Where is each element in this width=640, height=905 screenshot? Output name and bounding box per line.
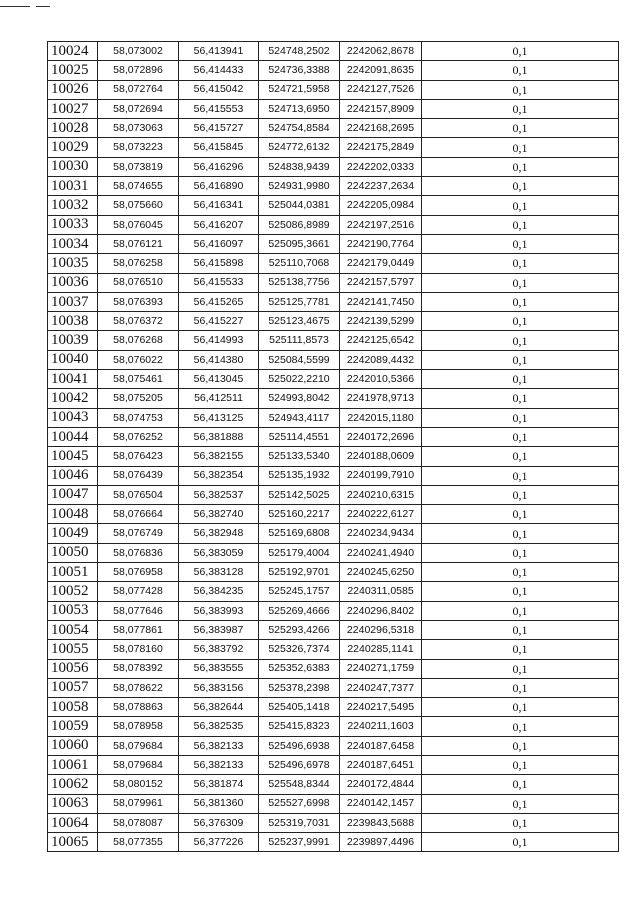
point-id-cell: 10028 bbox=[48, 119, 98, 138]
latitude-cell: 58,075205 bbox=[98, 389, 179, 408]
table-row bbox=[48, 254, 619, 273]
longitude-cell: 56,414993 bbox=[179, 331, 259, 350]
longitude-cell: 56,414380 bbox=[179, 350, 259, 369]
accuracy-cell: 0,1 bbox=[422, 408, 619, 427]
table-body bbox=[48, 42, 619, 852]
longitude-cell: 56,413941 bbox=[179, 42, 259, 61]
longitude-cell: 56,416207 bbox=[179, 215, 259, 234]
x-coordinate-cell: 525378,2398 bbox=[259, 678, 340, 697]
table-row bbox=[48, 80, 619, 99]
point-id-cell: 10046 bbox=[48, 466, 98, 485]
latitude-cell: 58,079684 bbox=[98, 755, 179, 774]
x-coordinate-cell: 525125,7781 bbox=[259, 292, 340, 311]
y-coordinate-cell: 2240234,9434 bbox=[340, 524, 422, 543]
table-row bbox=[48, 813, 619, 832]
point-id-cell: 10032 bbox=[48, 196, 98, 215]
longitude-cell: 56,382644 bbox=[179, 698, 259, 717]
latitude-cell: 58,076258 bbox=[98, 254, 179, 273]
point-id-cell: 10044 bbox=[48, 427, 98, 446]
x-coordinate-cell: 524748,2502 bbox=[259, 42, 340, 61]
point-id-cell: 10029 bbox=[48, 138, 98, 157]
y-coordinate-cell: 2242179,0449 bbox=[340, 254, 422, 273]
point-id-cell: 10051 bbox=[48, 563, 98, 582]
longitude-cell: 56,382537 bbox=[179, 485, 259, 504]
longitude-cell: 56,382740 bbox=[179, 505, 259, 524]
point-id-cell: 10034 bbox=[48, 234, 98, 253]
accuracy-cell: 0,1 bbox=[422, 42, 619, 61]
latitude-cell: 58,078958 bbox=[98, 717, 179, 736]
latitude-cell: 58,078392 bbox=[98, 659, 179, 678]
point-id-cell: 10026 bbox=[48, 80, 98, 99]
x-coordinate-cell: 525142,5025 bbox=[259, 485, 340, 504]
y-coordinate-cell: 2240247,7377 bbox=[340, 678, 422, 697]
point-id-cell: 10027 bbox=[48, 99, 98, 118]
table-row bbox=[48, 273, 619, 292]
y-coordinate-cell: 2242190,7764 bbox=[340, 234, 422, 253]
accuracy-cell: 0,1 bbox=[422, 61, 619, 80]
latitude-cell: 58,078863 bbox=[98, 698, 179, 717]
table-row bbox=[48, 196, 619, 215]
x-coordinate-cell: 525160,2217 bbox=[259, 505, 340, 524]
accuracy-cell: 0,1 bbox=[422, 543, 619, 562]
latitude-cell: 58,077355 bbox=[98, 833, 179, 852]
longitude-cell: 56,383555 bbox=[179, 659, 259, 678]
latitude-cell: 58,078622 bbox=[98, 678, 179, 697]
table-row bbox=[48, 61, 619, 80]
point-id-cell: 10030 bbox=[48, 157, 98, 176]
table-row bbox=[48, 157, 619, 176]
latitude-cell: 58,077428 bbox=[98, 582, 179, 601]
accuracy-cell: 0,1 bbox=[422, 350, 619, 369]
latitude-cell: 58,073002 bbox=[98, 42, 179, 61]
x-coordinate-cell: 524772,6132 bbox=[259, 138, 340, 157]
y-coordinate-cell: 2242197,2516 bbox=[340, 215, 422, 234]
point-id-cell: 10024 bbox=[48, 42, 98, 61]
longitude-cell: 56,382155 bbox=[179, 447, 259, 466]
latitude-cell: 58,072764 bbox=[98, 80, 179, 99]
x-coordinate-cell: 525293,4266 bbox=[259, 620, 340, 639]
x-coordinate-cell: 525245,1757 bbox=[259, 582, 340, 601]
x-coordinate-cell: 525123,4675 bbox=[259, 312, 340, 331]
table-row bbox=[48, 42, 619, 61]
table-row bbox=[48, 408, 619, 427]
accuracy-cell: 0,1 bbox=[422, 389, 619, 408]
y-coordinate-cell: 2242089,4432 bbox=[340, 350, 422, 369]
y-coordinate-cell: 2240222,6127 bbox=[340, 505, 422, 524]
point-id-cell: 10056 bbox=[48, 659, 98, 678]
y-coordinate-cell: 2242125,6542 bbox=[340, 331, 422, 350]
table-row bbox=[48, 389, 619, 408]
y-coordinate-cell: 2242205,0984 bbox=[340, 196, 422, 215]
y-coordinate-cell: 2239843,5688 bbox=[340, 813, 422, 832]
point-id-cell: 10054 bbox=[48, 620, 98, 639]
latitude-cell: 58,074753 bbox=[98, 408, 179, 427]
table-row bbox=[48, 794, 619, 813]
table-row bbox=[48, 215, 619, 234]
table-row bbox=[48, 563, 619, 582]
point-id-cell: 10039 bbox=[48, 331, 98, 350]
y-coordinate-cell: 2242091,8635 bbox=[340, 61, 422, 80]
latitude-cell: 58,076423 bbox=[98, 447, 179, 466]
x-coordinate-cell: 525138,7756 bbox=[259, 273, 340, 292]
x-coordinate-cell: 525527,6998 bbox=[259, 794, 340, 813]
latitude-cell: 58,075461 bbox=[98, 370, 179, 389]
table-row bbox=[48, 736, 619, 755]
table-row bbox=[48, 582, 619, 601]
longitude-cell: 56,415227 bbox=[179, 312, 259, 331]
accuracy-cell: 0,1 bbox=[422, 196, 619, 215]
point-id-cell: 10058 bbox=[48, 698, 98, 717]
table-row bbox=[48, 620, 619, 639]
point-id-cell: 10035 bbox=[48, 254, 98, 273]
x-coordinate-cell: 525548,8344 bbox=[259, 775, 340, 794]
y-coordinate-cell: 2242139,5299 bbox=[340, 312, 422, 331]
y-coordinate-cell: 2242015,1180 bbox=[340, 408, 422, 427]
y-coordinate-cell: 2241978,9713 bbox=[340, 389, 422, 408]
x-coordinate-cell: 525415,8323 bbox=[259, 717, 340, 736]
table-row bbox=[48, 640, 619, 659]
point-id-cell: 10038 bbox=[48, 312, 98, 331]
point-id-cell: 10057 bbox=[48, 678, 98, 697]
accuracy-cell: 0,1 bbox=[422, 370, 619, 389]
y-coordinate-cell: 2240172,2696 bbox=[340, 427, 422, 446]
latitude-cell: 58,073063 bbox=[98, 119, 179, 138]
longitude-cell: 56,377226 bbox=[179, 833, 259, 852]
longitude-cell: 56,415845 bbox=[179, 138, 259, 157]
accuracy-cell: 0,1 bbox=[422, 678, 619, 697]
latitude-cell: 58,072694 bbox=[98, 99, 179, 118]
coordinates-table bbox=[47, 41, 619, 852]
accuracy-cell: 0,1 bbox=[422, 447, 619, 466]
x-coordinate-cell: 525111,8573 bbox=[259, 331, 340, 350]
x-coordinate-cell: 524943,4117 bbox=[259, 408, 340, 427]
point-id-cell: 10055 bbox=[48, 640, 98, 659]
point-id-cell: 10048 bbox=[48, 505, 98, 524]
table-row bbox=[48, 447, 619, 466]
x-coordinate-cell: 525114,4551 bbox=[259, 427, 340, 446]
x-coordinate-cell: 525022,2210 bbox=[259, 370, 340, 389]
point-id-cell: 10047 bbox=[48, 485, 98, 504]
latitude-cell: 58,076121 bbox=[98, 234, 179, 253]
x-coordinate-cell: 525110,7068 bbox=[259, 254, 340, 273]
accuracy-cell: 0,1 bbox=[422, 273, 619, 292]
y-coordinate-cell: 2240187,6458 bbox=[340, 736, 422, 755]
table-row bbox=[48, 466, 619, 485]
latitude-cell: 58,076958 bbox=[98, 563, 179, 582]
x-coordinate-cell: 524838,9439 bbox=[259, 157, 340, 176]
x-coordinate-cell: 525095,3661 bbox=[259, 234, 340, 253]
longitude-cell: 56,413125 bbox=[179, 408, 259, 427]
y-coordinate-cell: 2240245,6250 bbox=[340, 563, 422, 582]
longitude-cell: 56,383792 bbox=[179, 640, 259, 659]
longitude-cell: 56,376309 bbox=[179, 813, 259, 832]
accuracy-cell: 0,1 bbox=[422, 698, 619, 717]
latitude-cell: 58,074655 bbox=[98, 177, 179, 196]
y-coordinate-cell: 2240172,4844 bbox=[340, 775, 422, 794]
y-coordinate-cell: 2240241,4940 bbox=[340, 543, 422, 562]
table-row bbox=[48, 99, 619, 118]
x-coordinate-cell: 525084,5599 bbox=[259, 350, 340, 369]
longitude-cell: 56,414433 bbox=[179, 61, 259, 80]
y-coordinate-cell: 2240187,6451 bbox=[340, 755, 422, 774]
longitude-cell: 56,383128 bbox=[179, 563, 259, 582]
latitude-cell: 58,076045 bbox=[98, 215, 179, 234]
y-coordinate-cell: 2242010,5366 bbox=[340, 370, 422, 389]
point-id-cell: 10042 bbox=[48, 389, 98, 408]
point-id-cell: 10037 bbox=[48, 292, 98, 311]
table-row bbox=[48, 312, 619, 331]
y-coordinate-cell: 2242157,5797 bbox=[340, 273, 422, 292]
table-row bbox=[48, 234, 619, 253]
y-coordinate-cell: 2242168,2695 bbox=[340, 119, 422, 138]
x-coordinate-cell: 525237,9991 bbox=[259, 833, 340, 852]
x-coordinate-cell: 525326,7374 bbox=[259, 640, 340, 659]
latitude-cell: 58,075660 bbox=[98, 196, 179, 215]
y-coordinate-cell: 2242127,7526 bbox=[340, 80, 422, 99]
table-row bbox=[48, 678, 619, 697]
accuracy-cell: 0,1 bbox=[422, 813, 619, 832]
latitude-cell: 58,076252 bbox=[98, 427, 179, 446]
point-id-cell: 10061 bbox=[48, 755, 98, 774]
accuracy-cell: 0,1 bbox=[422, 640, 619, 659]
longitude-cell: 56,383993 bbox=[179, 601, 259, 620]
table-row bbox=[48, 833, 619, 852]
y-coordinate-cell: 2240211,1603 bbox=[340, 717, 422, 736]
point-id-cell: 10053 bbox=[48, 601, 98, 620]
table-row bbox=[48, 775, 619, 794]
latitude-cell: 58,080152 bbox=[98, 775, 179, 794]
table-row bbox=[48, 292, 619, 311]
latitude-cell: 58,077646 bbox=[98, 601, 179, 620]
longitude-cell: 56,416890 bbox=[179, 177, 259, 196]
x-coordinate-cell: 525133,5340 bbox=[259, 447, 340, 466]
accuracy-cell: 0,1 bbox=[422, 775, 619, 794]
y-coordinate-cell: 2242202,0333 bbox=[340, 157, 422, 176]
y-coordinate-cell: 2242237,2634 bbox=[340, 177, 422, 196]
point-id-cell: 10060 bbox=[48, 736, 98, 755]
y-coordinate-cell: 2240311,0585 bbox=[340, 582, 422, 601]
accuracy-cell: 0,1 bbox=[422, 563, 619, 582]
x-coordinate-cell: 524721,5958 bbox=[259, 80, 340, 99]
accuracy-cell: 0,1 bbox=[422, 755, 619, 774]
accuracy-cell: 0,1 bbox=[422, 794, 619, 813]
point-id-cell: 10065 bbox=[48, 833, 98, 852]
accuracy-cell: 0,1 bbox=[422, 717, 619, 736]
longitude-cell: 56,384235 bbox=[179, 582, 259, 601]
longitude-cell: 56,381874 bbox=[179, 775, 259, 794]
x-coordinate-cell: 525269,4666 bbox=[259, 601, 340, 620]
longitude-cell: 56,382354 bbox=[179, 466, 259, 485]
accuracy-cell: 0,1 bbox=[422, 254, 619, 273]
table-row bbox=[48, 427, 619, 446]
latitude-cell: 58,076372 bbox=[98, 312, 179, 331]
corner-mark bbox=[0, 6, 30, 7]
table-row bbox=[48, 350, 619, 369]
point-id-cell: 10045 bbox=[48, 447, 98, 466]
longitude-cell: 56,383156 bbox=[179, 678, 259, 697]
table-row bbox=[48, 331, 619, 350]
y-coordinate-cell: 2240271,1759 bbox=[340, 659, 422, 678]
accuracy-cell: 0,1 bbox=[422, 582, 619, 601]
corner-mark bbox=[36, 6, 50, 7]
longitude-cell: 56,383059 bbox=[179, 543, 259, 562]
longitude-cell: 56,416296 bbox=[179, 157, 259, 176]
x-coordinate-cell: 524713,6950 bbox=[259, 99, 340, 118]
point-id-cell: 10052 bbox=[48, 582, 98, 601]
accuracy-cell: 0,1 bbox=[422, 177, 619, 196]
longitude-cell: 56,416341 bbox=[179, 196, 259, 215]
table-row bbox=[48, 698, 619, 717]
accuracy-cell: 0,1 bbox=[422, 505, 619, 524]
latitude-cell: 58,076393 bbox=[98, 292, 179, 311]
accuracy-cell: 0,1 bbox=[422, 736, 619, 755]
y-coordinate-cell: 2240296,8402 bbox=[340, 601, 422, 620]
x-coordinate-cell: 525192,9701 bbox=[259, 563, 340, 582]
y-coordinate-cell: 2240199,7910 bbox=[340, 466, 422, 485]
latitude-cell: 58,073819 bbox=[98, 157, 179, 176]
table-row bbox=[48, 524, 619, 543]
accuracy-cell: 0,1 bbox=[422, 620, 619, 639]
longitude-cell: 56,382535 bbox=[179, 717, 259, 736]
y-coordinate-cell: 2240217,5495 bbox=[340, 698, 422, 717]
y-coordinate-cell: 2240285,1141 bbox=[340, 640, 422, 659]
latitude-cell: 58,076439 bbox=[98, 466, 179, 485]
latitude-cell: 58,072896 bbox=[98, 61, 179, 80]
x-coordinate-cell: 525352,6383 bbox=[259, 659, 340, 678]
latitude-cell: 58,076749 bbox=[98, 524, 179, 543]
accuracy-cell: 0,1 bbox=[422, 138, 619, 157]
accuracy-cell: 0,1 bbox=[422, 524, 619, 543]
accuracy-cell: 0,1 bbox=[422, 331, 619, 350]
point-id-cell: 10043 bbox=[48, 408, 98, 427]
longitude-cell: 56,413045 bbox=[179, 370, 259, 389]
x-coordinate-cell: 525496,6978 bbox=[259, 755, 340, 774]
point-id-cell: 10050 bbox=[48, 543, 98, 562]
accuracy-cell: 0,1 bbox=[422, 312, 619, 331]
y-coordinate-cell: 2242157,8909 bbox=[340, 99, 422, 118]
table-row bbox=[48, 543, 619, 562]
point-id-cell: 10064 bbox=[48, 813, 98, 832]
latitude-cell: 58,076022 bbox=[98, 350, 179, 369]
table-row bbox=[48, 370, 619, 389]
accuracy-cell: 0,1 bbox=[422, 80, 619, 99]
latitude-cell: 58,076268 bbox=[98, 331, 179, 350]
latitude-cell: 58,076664 bbox=[98, 505, 179, 524]
point-id-cell: 10036 bbox=[48, 273, 98, 292]
table-row bbox=[48, 601, 619, 620]
x-coordinate-cell: 525086,8989 bbox=[259, 215, 340, 234]
point-id-cell: 10040 bbox=[48, 350, 98, 369]
longitude-cell: 56,412511 bbox=[179, 389, 259, 408]
longitude-cell: 56,381888 bbox=[179, 427, 259, 446]
point-id-cell: 10033 bbox=[48, 215, 98, 234]
latitude-cell: 58,076836 bbox=[98, 543, 179, 562]
y-coordinate-cell: 2239897,4496 bbox=[340, 833, 422, 852]
point-id-cell: 10049 bbox=[48, 524, 98, 543]
accuracy-cell: 0,1 bbox=[422, 119, 619, 138]
latitude-cell: 58,076504 bbox=[98, 485, 179, 504]
point-id-cell: 10062 bbox=[48, 775, 98, 794]
x-coordinate-cell: 525319,7031 bbox=[259, 813, 340, 832]
accuracy-cell: 0,1 bbox=[422, 427, 619, 446]
accuracy-cell: 0,1 bbox=[422, 485, 619, 504]
table-row bbox=[48, 717, 619, 736]
accuracy-cell: 0,1 bbox=[422, 157, 619, 176]
point-id-cell: 10041 bbox=[48, 370, 98, 389]
longitude-cell: 56,415727 bbox=[179, 119, 259, 138]
latitude-cell: 58,076510 bbox=[98, 273, 179, 292]
latitude-cell: 58,077861 bbox=[98, 620, 179, 639]
latitude-cell: 58,078087 bbox=[98, 813, 179, 832]
accuracy-cell: 0,1 bbox=[422, 234, 619, 253]
table-row bbox=[48, 659, 619, 678]
latitude-cell: 58,073223 bbox=[98, 138, 179, 157]
table-row bbox=[48, 755, 619, 774]
longitude-cell: 56,415533 bbox=[179, 273, 259, 292]
latitude-cell: 58,078160 bbox=[98, 640, 179, 659]
longitude-cell: 56,415265 bbox=[179, 292, 259, 311]
point-id-cell: 10063 bbox=[48, 794, 98, 813]
table-row bbox=[48, 177, 619, 196]
accuracy-cell: 0,1 bbox=[422, 466, 619, 485]
x-coordinate-cell: 524931,9980 bbox=[259, 177, 340, 196]
x-coordinate-cell: 525135,1932 bbox=[259, 466, 340, 485]
longitude-cell: 56,382133 bbox=[179, 755, 259, 774]
x-coordinate-cell: 524993,8042 bbox=[259, 389, 340, 408]
y-coordinate-cell: 2242062,8678 bbox=[340, 42, 422, 61]
longitude-cell: 56,383987 bbox=[179, 620, 259, 639]
table-row bbox=[48, 138, 619, 157]
x-coordinate-cell: 525405,1418 bbox=[259, 698, 340, 717]
y-coordinate-cell: 2240296,5318 bbox=[340, 620, 422, 639]
table-row bbox=[48, 505, 619, 524]
longitude-cell: 56,415042 bbox=[179, 80, 259, 99]
x-coordinate-cell: 524736,3388 bbox=[259, 61, 340, 80]
y-coordinate-cell: 2240210,6315 bbox=[340, 485, 422, 504]
longitude-cell: 56,381360 bbox=[179, 794, 259, 813]
latitude-cell: 58,079684 bbox=[98, 736, 179, 755]
x-coordinate-cell: 524754,8584 bbox=[259, 119, 340, 138]
point-id-cell: 10059 bbox=[48, 717, 98, 736]
longitude-cell: 56,382948 bbox=[179, 524, 259, 543]
x-coordinate-cell: 525179,4004 bbox=[259, 543, 340, 562]
x-coordinate-cell: 525496,6938 bbox=[259, 736, 340, 755]
x-coordinate-cell: 525169,6808 bbox=[259, 524, 340, 543]
y-coordinate-cell: 2242175,2849 bbox=[340, 138, 422, 157]
y-coordinate-cell: 2242141,7450 bbox=[340, 292, 422, 311]
y-coordinate-cell: 2240142,1457 bbox=[340, 794, 422, 813]
accuracy-cell: 0,1 bbox=[422, 833, 619, 852]
accuracy-cell: 0,1 bbox=[422, 215, 619, 234]
longitude-cell: 56,415553 bbox=[179, 99, 259, 118]
x-coordinate-cell: 525044,0381 bbox=[259, 196, 340, 215]
latitude-cell: 58,079961 bbox=[98, 794, 179, 813]
table-row bbox=[48, 485, 619, 504]
accuracy-cell: 0,1 bbox=[422, 659, 619, 678]
accuracy-cell: 0,1 bbox=[422, 292, 619, 311]
point-id-cell: 10031 bbox=[48, 177, 98, 196]
y-coordinate-cell: 2240188,0609 bbox=[340, 447, 422, 466]
accuracy-cell: 0,1 bbox=[422, 99, 619, 118]
point-id-cell: 10025 bbox=[48, 61, 98, 80]
accuracy-cell: 0,1 bbox=[422, 601, 619, 620]
table-row bbox=[48, 119, 619, 138]
longitude-cell: 56,415898 bbox=[179, 254, 259, 273]
longitude-cell: 56,382133 bbox=[179, 736, 259, 755]
longitude-cell: 56,416097 bbox=[179, 234, 259, 253]
